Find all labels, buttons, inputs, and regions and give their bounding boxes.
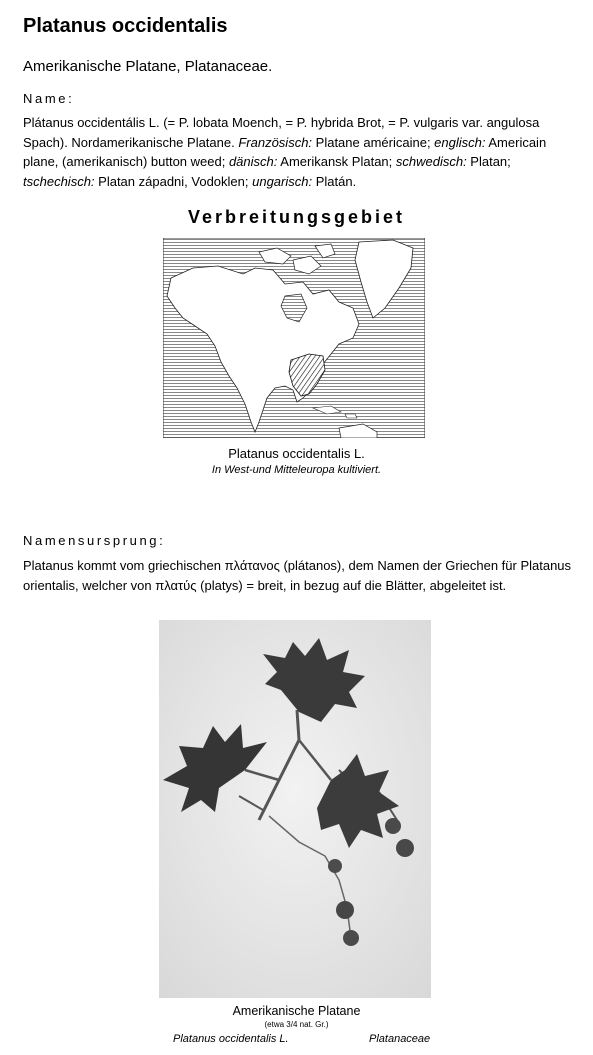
name-text-segment: Platán. [312,173,357,189]
name-section-text [23,113,578,191]
distribution-map-graphic [163,238,425,438]
language-label: Französisch: [238,134,313,150]
name-text-segment: Plátanus occidentális L. (= P. lobata Moench, = P. hybrida Brot, = P. vulgaris var. angulosa Spach). Nordamerikanische Platane. [23,115,540,150]
distribution-heading: Verbreitungsgebiet [187,207,406,227]
plate-caption: Amerikanische Platane [232,1004,361,1018]
origin-section-text: Platanus kommt vom griechischen πλάτανος (plátanos), dem Namen der Griechen für Platanus orientalis, welcher von πλατύς (platys) = breit, in bezug auf die Blätter, abgeleitet ist. [23,558,572,593]
name-text-segment: Platan západni, Vodoklen; [94,173,253,189]
name-text-segment: Platan; [466,154,511,169]
language-label: englisch: [434,134,486,150]
name-section-heading: Name: [23,91,75,106]
page-title: Platanus occidentalis [23,15,228,37]
name-text-segment: Platane américaine; [312,134,435,150]
plate-photo [159,620,431,998]
name-text-segment: Amerikansk Platan; [277,154,396,169]
language-label: tschechisch: [23,173,95,189]
plane-tree-leaves-illustration [159,620,431,998]
distribution-map [163,238,425,438]
map-note: In West-und Mitteleuropa kultiviert. [211,464,382,476]
language-label: schwedisch: [395,154,467,169]
origin-section-heading: Namensursprung: [23,533,166,548]
name-text-segment: Americain plane, (amerikanisch) button weed; [23,134,547,169]
plate-family-name: Platanaceae [369,1033,431,1045]
plate-scale-note: (etwa 3/4 nat. Gr.) [264,1020,329,1029]
page-subtitle: Amerikanische Platane, Platanaceae. [23,58,273,75]
plate-scientific-name: Platanus occidentalis L. [173,1033,289,1045]
language-label: dänisch: [228,154,278,169]
language-label: ungarisch: [252,173,313,189]
map-caption: Platanus occidentalis L. [228,446,365,461]
